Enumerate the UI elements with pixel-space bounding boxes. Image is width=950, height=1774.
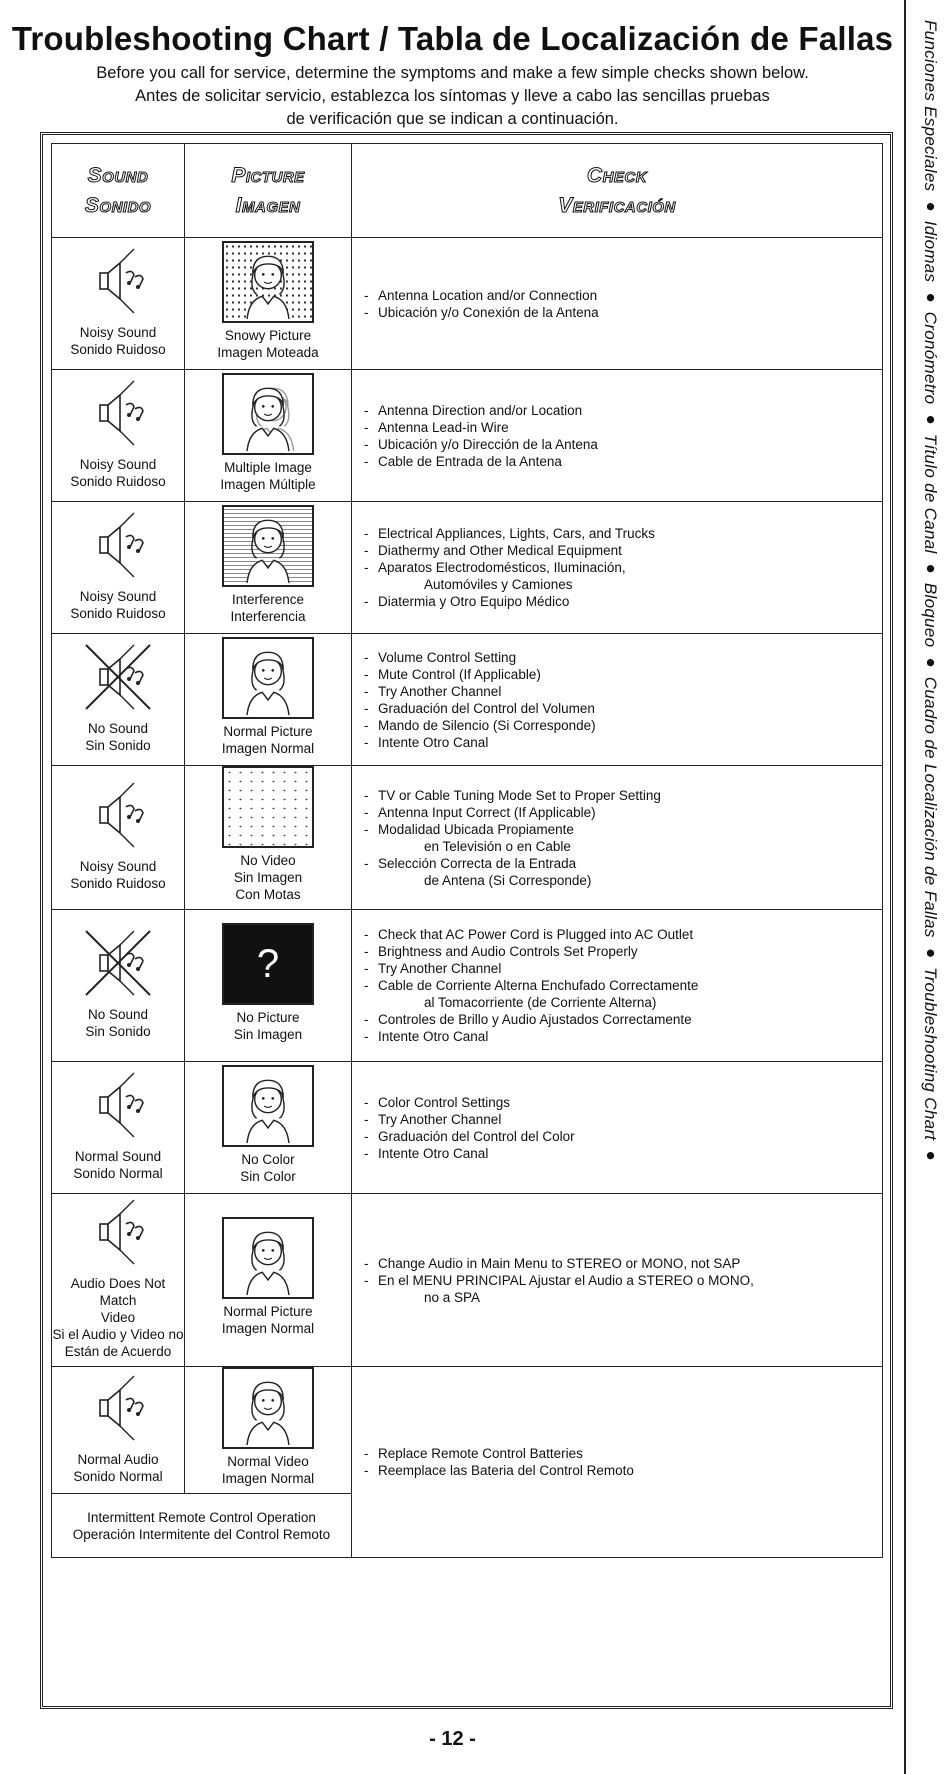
side-tab-text: Funciones Especiales ● Idiomas ● Cronómetro ● Título de Canal ● Bloqueo ● Cuadro de Localización de Fallas ● Troubleshooting Chart ● — [921, 20, 940, 1165]
picture-cell — [185, 238, 352, 370]
speaker-icon — [80, 507, 156, 588]
sound-cell — [52, 910, 185, 1062]
sound-label: Normal Audio — [77, 1451, 159, 1467]
sound-cell — [52, 238, 185, 370]
header-picture-es: Imagen — [235, 193, 301, 217]
sound-cell — [52, 1062, 185, 1194]
check-item: - Graduación del Control del Volumen — [364, 700, 872, 717]
check-item: - Electrical Appliances, Lights, Cars, and Trucks — [364, 525, 872, 542]
check-item: - Intente Otro Canal — [364, 734, 872, 751]
table-row — [52, 370, 883, 502]
picture-label: Snowy Picture — [224, 327, 312, 343]
check-list — [364, 402, 872, 470]
check-item: - Aparatos Electrodomésticos, Iluminación, — [364, 559, 872, 576]
check-item: - Controles de Brillo y Audio Ajustados Correctamente — [364, 1011, 872, 1028]
header-sound — [52, 144, 185, 238]
check-list — [364, 525, 872, 610]
picture-cell — [185, 1194, 352, 1367]
check-item: - Intente Otro Canal — [364, 1028, 872, 1045]
normal-picture-icon — [222, 637, 314, 719]
picture-label: Normal Video — [227, 1454, 309, 1469]
page-number: - 12 - — [429, 1728, 476, 1750]
picture-label: Normal Picture — [223, 1304, 313, 1319]
check-item: - Change Audio in Main Menu to STEREO or MONO, not SAP — [364, 1255, 872, 1272]
check-item: - Diathermy and Other Medical Equipment — [364, 542, 872, 559]
check-item: - Intente Otro Canal — [364, 1145, 872, 1162]
picture-cell — [185, 634, 352, 766]
sound-cell — [52, 502, 185, 634]
check-item: de Antena (Si Corresponde) — [424, 872, 592, 888]
table-row — [52, 502, 883, 634]
header-check-es: Verificación — [558, 193, 676, 217]
sound-label: Noisy Sound — [79, 589, 157, 604]
check-item: - Antenna Lead-in Wire — [364, 419, 872, 436]
table-row — [52, 238, 883, 370]
intro-text — [0, 62, 905, 131]
check-item: - Try Another Channel — [364, 960, 872, 977]
check-item: - Volume Control Setting — [364, 649, 872, 666]
check-item: - TV or Cable Tuning Mode Set to Proper Setting — [364, 787, 872, 804]
check-item: - Try Another Channel — [364, 683, 872, 700]
sound-label: Si el Audio y Video no — [52, 1327, 184, 1342]
check-item: - Try Another Channel — [364, 1111, 872, 1128]
sound-label: Sonido Ruidoso — [70, 474, 166, 489]
check-cell — [352, 1367, 883, 1558]
sound-label: Sonido Normal — [73, 1468, 163, 1484]
check-item: - Cable de Entrada de la Antena — [364, 453, 872, 470]
header-picture — [185, 144, 352, 238]
sound-label: Normal Sound — [74, 1149, 162, 1164]
check-item: - Mando de Silencio (Si Corresponde) — [364, 717, 872, 734]
sound-label: Noisy Sound — [79, 859, 157, 874]
check-item: - Brightness and Audio Controls Set Properly — [364, 943, 872, 960]
picture-label: Imagen Normal — [221, 1471, 315, 1486]
check-list — [364, 649, 872, 751]
sound-cell — [52, 370, 185, 502]
header-check — [352, 144, 883, 238]
normal-video-icon — [222, 1367, 314, 1449]
no-video-icon — [222, 766, 314, 848]
snowy-picture-icon — [222, 241, 314, 323]
sound-cell — [52, 634, 185, 766]
check-cell — [352, 238, 883, 370]
check-list — [364, 287, 872, 321]
remote-control-cell — [52, 1494, 352, 1558]
no-sound-icon — [80, 925, 156, 1006]
check-list — [364, 1255, 872, 1306]
sound-label: No Sound — [87, 721, 149, 736]
sound-label: Sonido Ruidoso — [70, 876, 166, 891]
page-title: Troubleshooting Chart / Tabla de Localización de Fallas — [11, 20, 894, 57]
sound-label: Sonido Ruidoso — [70, 342, 166, 357]
remote-label: Intermittent Remote Control Operation — [87, 1509, 316, 1525]
picture-cell — [185, 502, 352, 634]
no-color-icon — [222, 1065, 314, 1147]
sound-label: Sonido Normal — [73, 1166, 163, 1181]
check-item: - Modalidad Ubicada Propiamente — [364, 821, 872, 838]
check-cell — [352, 1062, 883, 1194]
picture-label: Imagen Normal — [221, 740, 315, 756]
check-list — [364, 926, 872, 1045]
no-picture-icon — [222, 923, 314, 1005]
sound-cell — [52, 766, 185, 910]
picture-label: Multiple Image — [224, 459, 312, 475]
check-cell — [352, 502, 883, 634]
header-picture-en: Picture — [231, 163, 305, 187]
speaker-icon — [80, 243, 156, 324]
picture-label: No Picture — [236, 1009, 300, 1025]
troubleshooting-table — [51, 143, 883, 1558]
check-item: - Replace Remote Control Batteries — [364, 1445, 872, 1462]
speaker-icon — [80, 375, 156, 456]
picture-label: Normal Picture — [223, 723, 313, 739]
check-item: no a SPA — [424, 1289, 481, 1305]
picture-cell — [185, 766, 352, 910]
intro-line: Before you call for service, determine the symptoms and make a few simple checks shown below. — [96, 64, 809, 82]
sound-cell — [52, 1367, 185, 1494]
table-row — [52, 634, 883, 766]
check-item: - Cable de Corriente Alterna Enchufado Correctamente — [364, 977, 872, 994]
picture-label: Imagen Múltiple — [220, 476, 316, 492]
picture-label: Sin Color — [240, 1168, 296, 1184]
check-item: - Mute Control (If Applicable) — [364, 666, 872, 683]
sound-label: No Sound — [87, 1007, 149, 1022]
intro-line: de verificación que se indican a continuación. — [286, 110, 619, 128]
check-list — [364, 787, 872, 889]
picture-label: Con Motas — [235, 887, 301, 902]
picture-label: Sin Imagen — [233, 870, 303, 885]
sound-label: Sin Sonido — [85, 1024, 151, 1039]
table-row — [52, 1367, 883, 1494]
check-cell — [352, 766, 883, 910]
table-header-row — [52, 144, 883, 238]
check-item: - Selección Correcta de la Entrada — [364, 855, 872, 872]
sound-label: Sonido Ruidoso — [70, 606, 166, 621]
table-row — [52, 1194, 883, 1367]
check-item: en Televisión o en Cable — [424, 838, 571, 854]
sound-cell — [52, 1194, 185, 1367]
no-sound-icon — [80, 639, 156, 720]
header-check-en: Check — [586, 163, 648, 187]
picture-cell — [185, 910, 352, 1062]
table-row — [52, 910, 883, 1062]
sound-label: Noisy Sound — [79, 457, 157, 472]
check-item: - Reemplace las Bateria del Control Remoto — [364, 1462, 872, 1479]
picture-cell — [185, 370, 352, 502]
sound-label: Video — [100, 1310, 136, 1325]
check-item: - Graduación del Control del Color — [364, 1128, 872, 1145]
picture-label: Interferencia — [230, 608, 306, 624]
header-sound-en: Sound — [87, 163, 149, 187]
check-item: - Ubicación y/o Conexión de la Antena — [364, 304, 872, 321]
normal-picture-icon — [222, 1217, 314, 1299]
check-item: - Ubicación y/o Dirección de la Antena — [364, 436, 872, 453]
speaker-icon — [80, 1067, 156, 1148]
picture-label: Imagen Normal — [221, 1321, 315, 1336]
check-item: al Tomacorriente (de Corriente Alterna) — [424, 995, 657, 1010]
check-item: - En el MENU PRINCIPAL Ajustar el Audio a STEREO o MONO, — [364, 1272, 872, 1289]
sound-label: Audio Does Not Match — [70, 1276, 166, 1308]
check-item: - Check that AC Power Cord is Plugged into AC Outlet — [364, 926, 872, 943]
picture-cell — [185, 1062, 352, 1194]
check-cell — [352, 910, 883, 1062]
picture-label: No Color — [241, 1151, 295, 1167]
multiple-image-icon — [222, 373, 314, 455]
check-item: - Antenna Location and/or Connection — [364, 287, 872, 304]
header-sound-es: Sonido — [84, 193, 152, 217]
check-item: - Antenna Input Correct (If Applicable) — [364, 804, 872, 821]
interference-picture-icon — [222, 505, 314, 587]
sound-label: Sin Sonido — [85, 738, 151, 753]
check-cell — [352, 1194, 883, 1367]
check-list — [364, 1445, 872, 1479]
sound-label: Noisy Sound — [79, 325, 157, 340]
check-cell — [352, 634, 883, 766]
troubleshooting-chart — [40, 132, 893, 1709]
check-item: - Antenna Direction and/or Location — [364, 402, 872, 419]
side-divider — [904, 0, 906, 1774]
picture-label: Interference — [231, 591, 305, 607]
remote-label: Operación Intermitente del Control Remoto — [72, 1526, 331, 1542]
speaker-icon — [80, 1194, 156, 1275]
check-item: - Diatermia y Otro Equipo Médico — [364, 593, 872, 610]
picture-label: Sin Imagen — [233, 1026, 303, 1042]
speaker-icon — [80, 777, 156, 858]
question-mark: ? — [256, 941, 280, 986]
picture-cell — [185, 1367, 352, 1494]
picture-label: Imagen Moteada — [217, 344, 319, 360]
table-row — [52, 766, 883, 910]
check-list — [364, 1094, 872, 1162]
table-row — [52, 1062, 883, 1194]
picture-label: No Video — [240, 853, 296, 868]
intro-line: Antes de solicitar servicio, establezca los síntomas y lleve a cabo las sencillas pruebas — [135, 87, 770, 105]
check-cell — [352, 370, 883, 502]
speaker-icon — [80, 1370, 156, 1451]
check-item: Automóviles y Camiones — [424, 577, 573, 592]
sound-label: Están de Acuerdo — [64, 1344, 172, 1359]
check-item: - Color Control Settings — [364, 1094, 872, 1111]
